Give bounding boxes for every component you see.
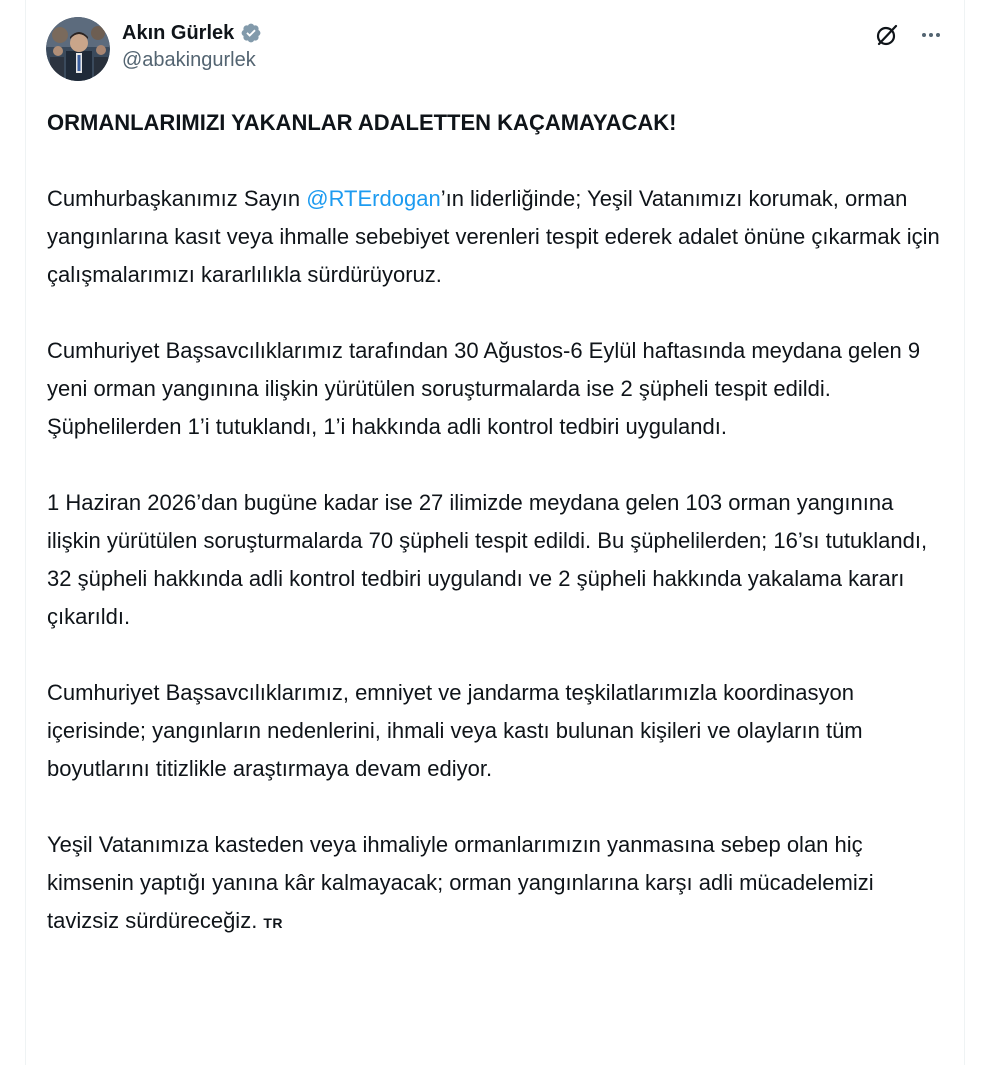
tweet-paragraph-5 — [47, 826, 947, 942]
author-names — [122, 20, 262, 73]
tweet-paragraph-4: Cumhuriyet Başsavcılıklarımız, emniyet ve jandarma teşkilatlarımızla koordinasyon içerisinde; yangınların nedenlerini, ihmali veya kastı bulunan kişileri ve olayların tüm boyutlarını titizlikle araştırmaya devam ediyor. — [47, 680, 863, 781]
tweet-paragraph-1-before: Cumhurbaşkanımız Sayın — [47, 186, 307, 211]
language-badge: TR — [263, 915, 283, 931]
mention-link[interactable]: @RTErdogan — [306, 186, 441, 211]
more-icon[interactable] — [918, 22, 944, 48]
tweet-header — [46, 16, 262, 82]
grok-icon[interactable] — [874, 22, 900, 48]
tweet-body — [47, 104, 947, 980]
tweet-paragraph-5-text: Yeşil Vatanımıza kasteden veya ihmaliyle ormanlarımızın yanmasına sebep olan hiç kimsenin yaptığı yanına kâr kalmayacak; orman yangınlarına karşı adli mücadelemizi tavizsiz sürdüreceğiz. — [47, 832, 874, 933]
tweet-paragraph-1 — [47, 180, 947, 294]
tweet-paragraph-3: 1 Haziran 2026’dan bugüne kadar ise 27 ilimizde meydana gelen 103 orman yangınına ilişkin yürütülen soruşturmalarda 70 şüpheli tespit edildi. Bu şüphelilerden; 16’sı tutuklandı, 32 şüpheli hakkında adli kontrol tedbiri uygulandı ve 2 şüpheli hakkında yakalama kararı çıkarıldı. — [47, 490, 928, 629]
author-display-name[interactable]: Akın Gürlek — [122, 21, 235, 44]
top-actions — [874, 22, 944, 48]
verified-badge-icon[interactable] — [240, 22, 262, 44]
avatar[interactable] — [46, 17, 110, 81]
tweet-paragraph-2: Cumhuriyet Başsavcılıklarımız tarafından 30 Ağustos-6 Eylül haftasında meydana gelen 9 yeni orman yangınına ilişkin yürütülen soruşturmalarda ise 2 şüpheli tespit edildi. Şüphelilerden 1’i tutuklandı, 1’i hakkında adli kontrol tedbiri uygulandı. — [47, 338, 921, 439]
tweet-paragraph-1-after: ’ın liderliğinde; Yeşil Vatanımızı korumak, orman yangınlarına kasıt veya ihmalle sebebiyet verenleri tespit ederek adalet önüne çıkarmak için çalışmalarımızı kararlılıkla sürdürüyoruz. — [47, 186, 940, 287]
name-row — [122, 20, 262, 46]
tweet-headline: ORMANLARIMIZI YAKANLAR ADALETTEN KAÇAMAYACAK! — [47, 110, 677, 135]
author-handle[interactable]: @abakingurlek — [122, 48, 256, 71]
